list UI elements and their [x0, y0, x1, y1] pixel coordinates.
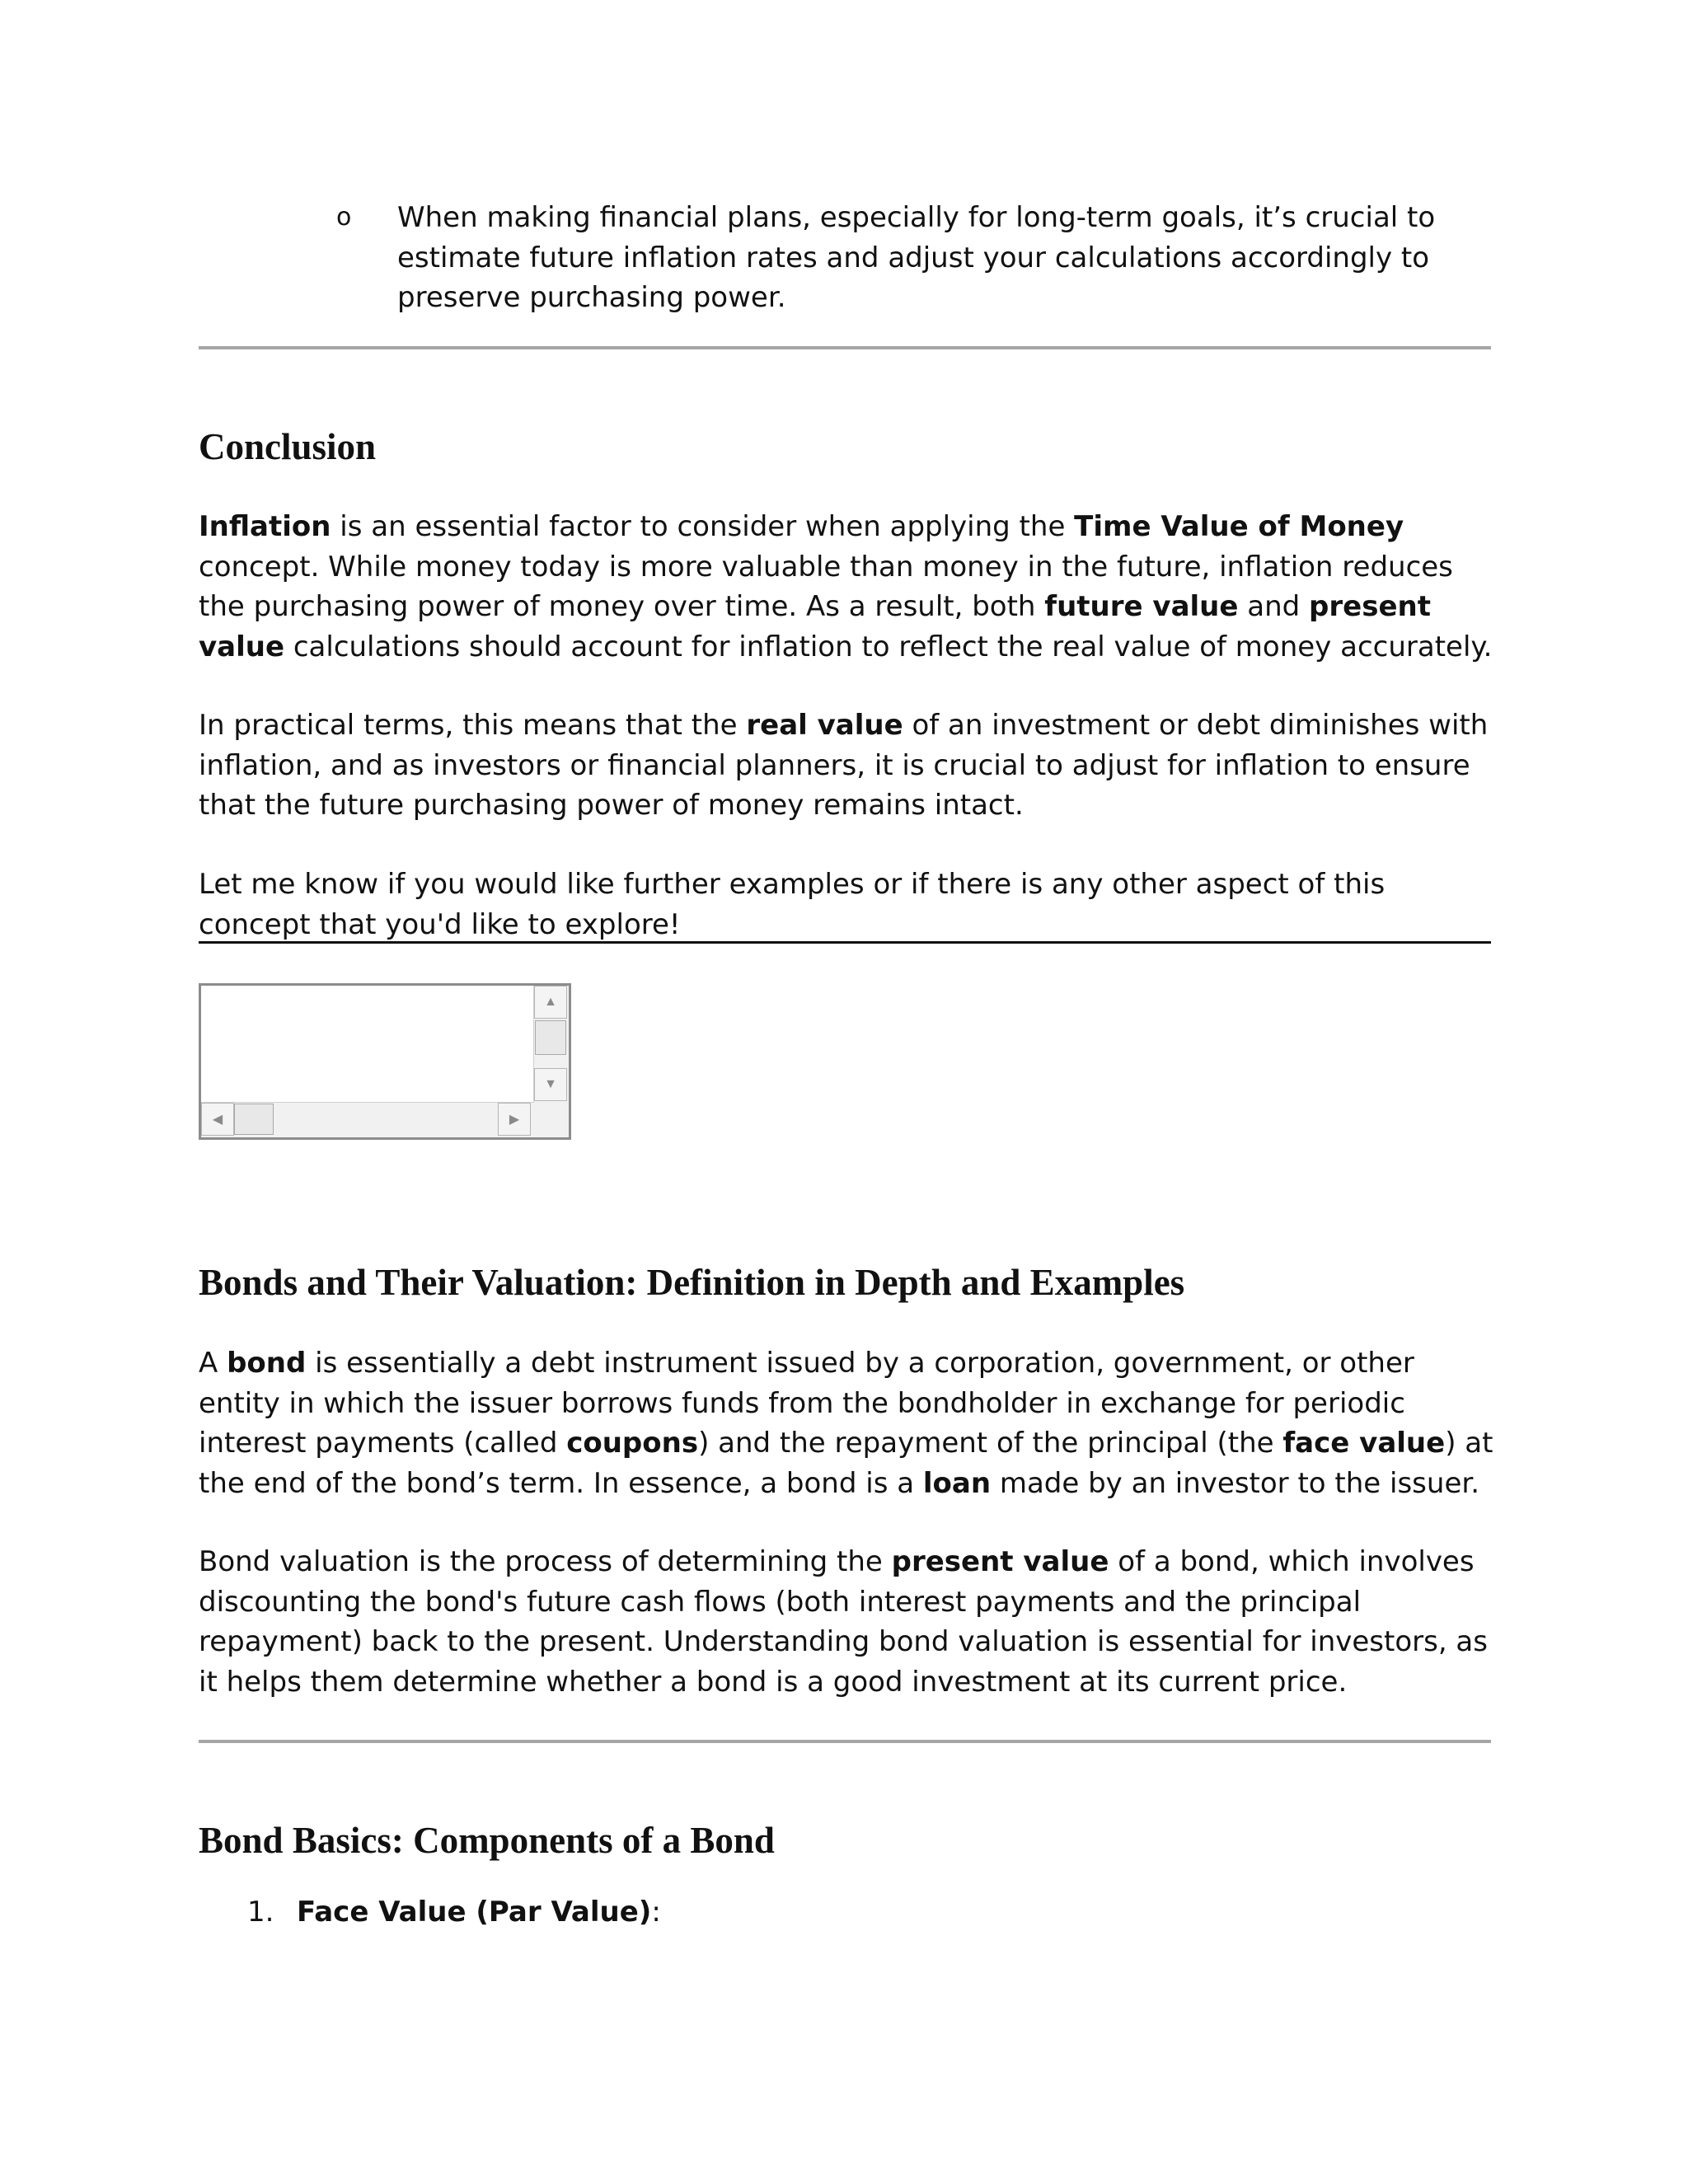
numbered-list-item: 1. Face Value (Par Value):: [247, 1892, 661, 1933]
scroll-up-arrow-icon[interactable]: ▲: [534, 986, 567, 1019]
conclusion-paragraph-1: Inflation is an essential factor to consider when applying the Time Value of Money concept. While money today is more valuable than money in the future, inflation reduces the purchasing power of money over time. As a result, both future value and present value calculations should account for inflation to reflect the real value of money accurately.: [199, 510, 1493, 663]
conclusion-paragraph-2: In practical terms, this means that the real value of an investment or debt diminishes with inflation, and as investors or financial planners, it is crucial to adjust for inflation to ensure that the future purchasing power of money remains intact.: [199, 709, 1489, 822]
empty-listbox[interactable]: [199, 983, 571, 1140]
bond-basics-heading: Bond Basics: Components of a Bond: [199, 1820, 775, 1861]
bold-term: face value: [1282, 1427, 1446, 1460]
scroll-right-arrow-icon[interactable]: ▶: [498, 1103, 531, 1136]
bold-term: bond: [227, 1347, 307, 1380]
scroll-left-arrow-icon[interactable]: ◀: [201, 1103, 234, 1136]
section-divider: [199, 346, 1491, 349]
horizontal-scroll-thumb[interactable]: [234, 1104, 274, 1135]
bullet-marker: o: [336, 203, 352, 232]
bullet-list-item: [336, 198, 1500, 318]
bold-term: loan: [922, 1466, 992, 1500]
bonds-heading: Bonds and Their Valuation: Definition in Depth and Examples: [199, 1262, 1185, 1303]
bold-term: present value: [891, 1545, 1109, 1578]
bold-term: future value: [1044, 590, 1239, 623]
bold-term: Inflation: [199, 510, 331, 543]
scrollbar-corner: [534, 1103, 569, 1137]
bullet-text: When making financial plans, especially for long-term goals, it’s crucial to estimate future inflation rates and adjust your calculations accordingly to preserve purchasing power.: [397, 201, 1436, 314]
horizontal-scrollbar[interactable]: [201, 1102, 534, 1137]
bonds-paragraph-2: Bond valuation is the process of determining the present value of a bond, which involves discounting the bond's future cash flows (both interest payments and the principal repayment) back to the present. Understanding bond valuation is essential for investors, as it helps them determine whether a bond is a good investment at its current price.: [199, 1545, 1488, 1699]
conclusion-paragraph-3: Let me know if you would like further examples or if there is any other aspect of this concept that you'd like to explore!: [199, 868, 1386, 941]
conclusion-heading: Conclusion: [199, 426, 377, 467]
list-item-label: Face Value (Par Value): [297, 1896, 652, 1929]
bonds-paragraph-1: A bond is essentially a debt instrument issued by a corporation, government, or other entity in which the issuer borrows funds from the bondholder in exchange for periodic interest payments (called coupons) and the repayment of the principal (the face value) at the end of the bond’s term. In essence, a bond is a loan made by an investor to the issuer.: [199, 1347, 1493, 1500]
vertical-scroll-thumb[interactable]: [535, 1020, 566, 1055]
black-divider: [199, 941, 1491, 944]
bold-term: real value: [746, 709, 903, 742]
list-number: 1.: [247, 1896, 274, 1929]
scroll-down-arrow-icon[interactable]: ▼: [534, 1068, 567, 1101]
bold-term: present value: [199, 590, 1431, 663]
vertical-scrollbar[interactable]: [533, 986, 569, 1104]
bold-term: coupons: [566, 1427, 699, 1460]
section-divider: [199, 1740, 1491, 1743]
bold-term: Time Value of Money: [1074, 510, 1404, 543]
